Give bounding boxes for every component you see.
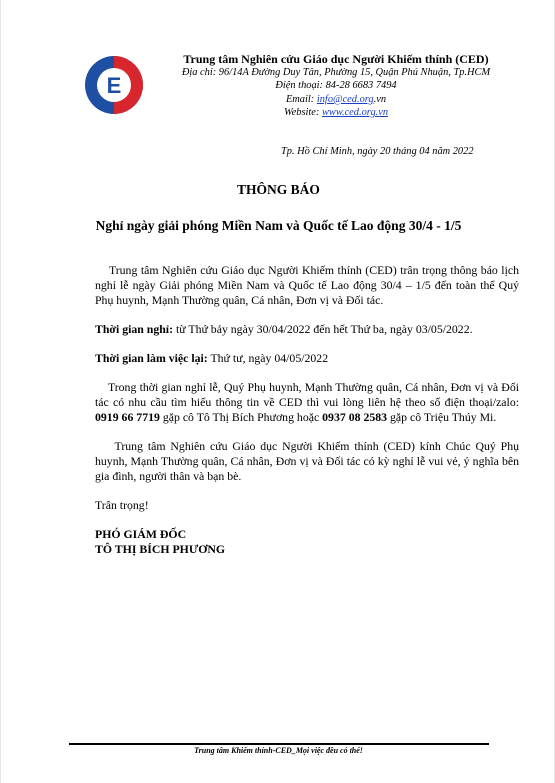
organization-name: Trung tâm Nghiên cứu Giáo dục Người Khiếm thính (CED) bbox=[183, 52, 489, 66]
website-line bbox=[141, 106, 531, 119]
document-subtitle: Nghỉ ngày giải phóng Miền Nam và Quốc tế Lao động 30/4 - 1/5 bbox=[95, 218, 462, 233]
address-line: Địa chỉ: 96/14A Đường Duy Tân, Phường 15, Quận Phú Nhuận, Tp.HCM bbox=[181, 67, 491, 78]
website-link[interactable]: www.ced.org.vn bbox=[321, 107, 389, 119]
wishes-paragraph: Trung tâm Nghiên cứu Giáo dục Người Khiếm thính (CED) kính Chúc Quý Phụ huynh, Mạnh Thường quân, Cá nhân, Đơn vị và Đối tác có kỳ nghỉ lễ vui vẻ, ý nghĩa bên gia đình, người thân và bạn bè. bbox=[95, 439, 519, 483]
contact-phone-2: 0937 08 2583 bbox=[322, 410, 388, 424]
ced-logo bbox=[83, 54, 145, 116]
footer-divider bbox=[69, 743, 489, 745]
email-link[interactable]: info@ced.org bbox=[316, 93, 374, 105]
document-body bbox=[95, 263, 519, 557]
return-time-label: Thời gian làm việc lại: bbox=[95, 351, 208, 365]
document-title: THÔNG BÁO bbox=[237, 182, 320, 197]
website-label: Website: bbox=[283, 107, 322, 119]
letterhead bbox=[141, 52, 531, 120]
logo-letter: E bbox=[106, 73, 122, 98]
off-time-label: Thời gian nghỉ: bbox=[95, 322, 173, 336]
date-line: Tp. Hồ Chí Minh, ngày 20 tháng 04 năm 2022 bbox=[281, 146, 474, 157]
phone-line: Điện thoại: 84-28 6683 7494 bbox=[275, 80, 397, 92]
footer-slogan: Trung tâm Khiếm thính-CED_Mọi việc đều có thể! bbox=[194, 746, 363, 755]
return-time-value: Thứ tư, ngày 04/05/2022 bbox=[207, 351, 329, 365]
off-time-paragraph bbox=[95, 322, 519, 337]
contact-paragraph: Trong thời gian nghỉ lễ, Quý Phụ huynh, Mạnh Thường quân, Cá nhân, Đơn vị và Đối tác có nhu cầu tìm hiểu thông tin về CED thì vui lòng liên hệ theo số điện thoại/zalo: 0919 66 7719 gặp cô Tô Thị Bích Phương hoặc 0937 08 2583 gặp cô Triệu Thúy Mi. bbox=[95, 380, 520, 424]
signer-name: TÔ THỊ BÍCH PHƯƠNG bbox=[95, 542, 226, 556]
email-suffix: .vn bbox=[373, 93, 387, 105]
off-time-value: từ Thứ bảy ngày 30/04/2022 đến hết Thứ ba, ngày 03/05/2022. bbox=[173, 322, 473, 336]
closing-line: Trân trọng! bbox=[95, 498, 149, 512]
email-label: Email: bbox=[285, 93, 317, 105]
return-time-paragraph bbox=[95, 351, 519, 366]
email-line bbox=[141, 93, 531, 106]
intro-paragraph: Trung tâm Nghiên cứu Giáo dục Người Khiếm thính (CED) trân trọng thông báo lịch nghỉ lễ ngày Giải phóng Miền Nam và Quốc tế Lao động 30/4 – 1/5 đến toàn thể Quý Phụ huynh, Mạnh Thường quân, Cá nhân, Đơn vị và Đối tác. bbox=[95, 263, 519, 307]
signer-title: PHÓ GIÁM ĐỐC bbox=[95, 527, 187, 541]
contact-phone-1: 0919 66 7719 bbox=[95, 410, 160, 424]
